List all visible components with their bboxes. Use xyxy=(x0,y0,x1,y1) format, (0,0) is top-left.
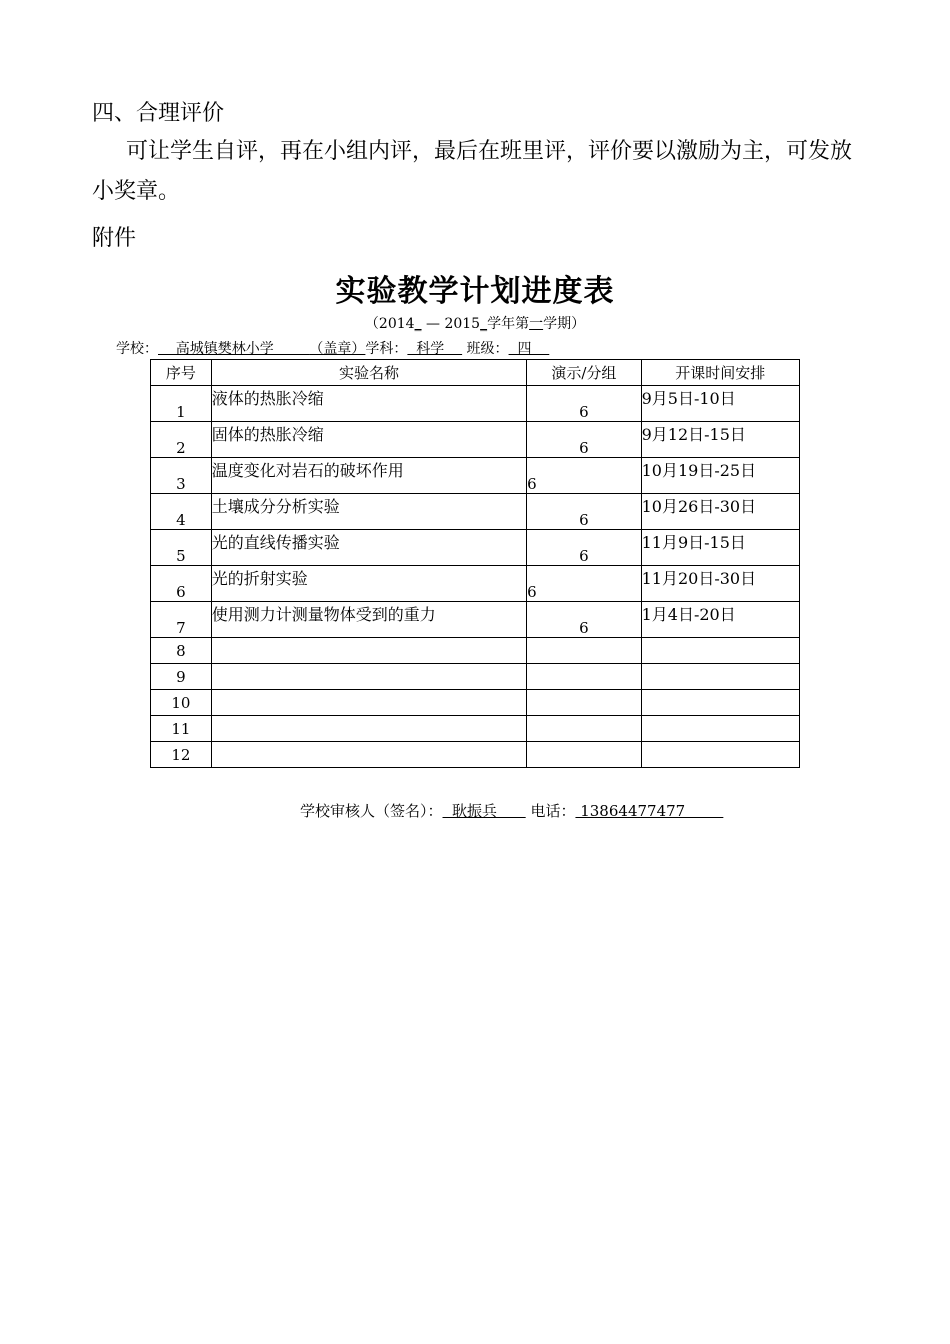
row-name: 光的直线传播实验 xyxy=(211,530,526,566)
subject-label: 学科： xyxy=(365,341,408,357)
row-time xyxy=(641,690,799,716)
row-name: 使用测力计测量物体受到的重力 xyxy=(211,602,526,638)
header-time: 开课时间安排 xyxy=(641,360,799,386)
term-close: 学期） xyxy=(543,316,586,332)
row-no: 6 xyxy=(151,566,212,602)
row-mode xyxy=(527,716,641,742)
row-no: 9 xyxy=(151,664,212,690)
row-no: 4 xyxy=(151,494,212,530)
term-dash: — 2015 xyxy=(421,316,481,332)
row-name xyxy=(211,742,526,768)
school-label: 学校： xyxy=(116,341,158,357)
reviewer-line xyxy=(300,800,723,821)
row-time: 10月19日-25日 xyxy=(641,458,799,494)
header-mode: 演示/分组 xyxy=(527,360,641,386)
section-heading: 四、合理评价 xyxy=(92,101,225,126)
row-no: 1 xyxy=(151,386,212,422)
row-mode xyxy=(527,638,641,664)
row-time: 9月12日-15日 xyxy=(641,422,799,458)
table-row xyxy=(151,716,800,742)
row-name xyxy=(211,664,526,690)
info-line xyxy=(116,338,549,358)
row-time: 9月5日-10日 xyxy=(641,386,799,422)
row-name xyxy=(211,716,526,742)
evaluation-paragraph: 可让学生自评，再在小组内评，最后在班里评，评价要以激励为主，可发放小奖章。 xyxy=(92,139,853,204)
header-no: 序号 xyxy=(151,360,212,386)
row-time xyxy=(641,638,799,664)
row-mode: 6 xyxy=(527,602,641,638)
table-row xyxy=(151,742,800,768)
row-no: 8 xyxy=(151,638,212,664)
table-row xyxy=(151,422,800,458)
schedule-table xyxy=(150,359,800,768)
row-no: 2 xyxy=(151,422,212,458)
header-name: 实验名称 xyxy=(211,360,526,386)
table-row xyxy=(151,690,800,716)
class-label: 班级： xyxy=(462,341,509,357)
term-line xyxy=(0,313,950,333)
row-mode xyxy=(527,664,641,690)
term-semester: 一 xyxy=(529,316,544,332)
row-no: 12 xyxy=(151,742,212,768)
term-open: （2014 xyxy=(364,316,415,332)
row-time xyxy=(641,664,799,690)
row-time xyxy=(641,742,799,768)
term-mid: 学年第 xyxy=(487,316,530,332)
row-no: 10 xyxy=(151,690,212,716)
table-row xyxy=(151,602,800,638)
row-name xyxy=(211,690,526,716)
row-mode: 6 xyxy=(527,422,641,458)
row-mode: 6 xyxy=(527,566,641,602)
table-row xyxy=(151,566,800,602)
row-time xyxy=(641,716,799,742)
row-name: 固体的热胀冷缩 xyxy=(211,422,526,458)
phone-value: 13864477477 xyxy=(575,802,724,820)
appendix-label: 附件 xyxy=(92,226,137,251)
row-no: 7 xyxy=(151,602,212,638)
table-row xyxy=(151,530,800,566)
table-row xyxy=(151,458,800,494)
row-time: 1月4日-20日 xyxy=(641,602,799,638)
row-name: 土壤成分分析实验 xyxy=(211,494,526,530)
row-no: 11 xyxy=(151,716,212,742)
seal-label: （盖章） xyxy=(309,341,366,357)
class-value: 四 xyxy=(508,341,550,357)
row-name: 温度变化对岩石的破坏作用 xyxy=(211,458,526,494)
row-mode xyxy=(527,742,641,768)
term-blank-1: _ xyxy=(414,316,422,332)
row-no: 5 xyxy=(151,530,212,566)
reviewer-name: 耿振兵 xyxy=(442,802,526,820)
row-mode: 6 xyxy=(527,458,641,494)
term-blank-2: _ xyxy=(480,316,488,332)
row-mode: 6 xyxy=(527,530,641,566)
table-row xyxy=(151,638,800,664)
table-header-row xyxy=(151,360,800,386)
table-row xyxy=(151,664,800,690)
school-value: 高城镇樊林小学 xyxy=(158,341,310,357)
row-name: 光的折射实验 xyxy=(211,566,526,602)
row-time: 11月9日-15日 xyxy=(641,530,799,566)
row-time: 11月20日-30日 xyxy=(641,566,799,602)
row-no: 3 xyxy=(151,458,212,494)
row-mode xyxy=(527,690,641,716)
row-mode: 6 xyxy=(527,386,641,422)
row-name xyxy=(211,638,526,664)
table-row xyxy=(151,386,800,422)
phone-label: 电话： xyxy=(525,802,576,820)
table-row xyxy=(151,494,800,530)
reviewer-label: 学校审核人（签名）： xyxy=(300,802,443,820)
row-mode: 6 xyxy=(527,494,641,530)
subject-value: 科学 xyxy=(407,341,463,357)
page-title: 实验教学计划进度表 xyxy=(335,274,615,309)
row-name: 液体的热胀冷缩 xyxy=(211,386,526,422)
row-time: 10月26日-30日 xyxy=(641,494,799,530)
